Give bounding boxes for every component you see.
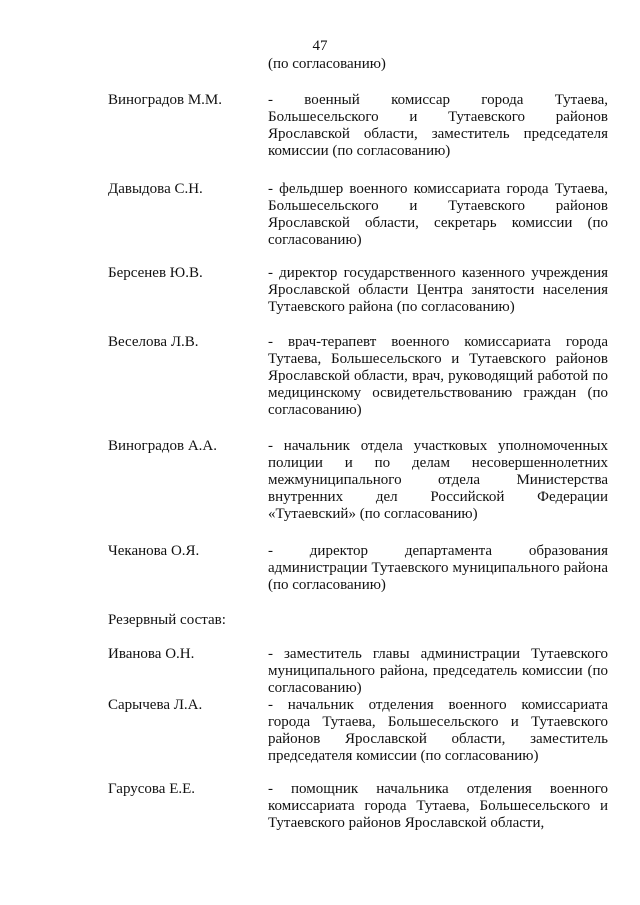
member-name: Давыдова С.Н. — [108, 181, 203, 197]
member-name: Виноградов М.М. — [108, 92, 223, 108]
member-description: - фельдшер военного комиссариата города Тутаева, Большесельского и Тутаевского районов Ярославской области, секретарь комиссии (по согласованию) — [268, 181, 608, 248]
member-description: - директор департамента образования администрации Тутаевского муниципального района (по согласованию) — [268, 543, 608, 593]
member-name: Гарусова Е.Е. — [108, 781, 196, 797]
member-name: Чеканова О.Я. — [108, 543, 200, 559]
member-description: - начальник отдела участковых уполномоченных полиции и по делам несовершеннолетних межмуниципального отдела Министерства внутренних дел Российской Федерации «Тутаевский» (по согласованию) — [268, 438, 608, 522]
member-description: - начальник отделения военного комиссариата города Тутаева, Большесельского и Тутаевского районов Ярославской области, заместитель председателя комиссии (по согласованию) — [268, 697, 608, 764]
member-description: - заместитель главы администрации Тутаевского муниципального района, председатель комиссии (по согласованию) — [268, 646, 608, 696]
member-description: - военный комиссар города Тутаева, Большесельского и Тутаевского районов Ярославской области, заместитель председателя комиссии (по согласованию) — [268, 92, 608, 159]
member-name: Сарычева Л.А. — [108, 697, 203, 713]
member-description: - врач-терапевт военного комиссариата города Тутаева, Большесельского и Тутаевского районов Ярославской области, врач, руководящий работой по медицинскому освидетельствованию граждан (по согласованию) — [268, 334, 608, 418]
member-description: - помощник начальника отделения военного комиссариата города Тутаева, Большесельского и Тутаевского районов Ярославской области, — [268, 781, 608, 831]
member-name: Веселова Л.В. — [108, 334, 199, 350]
member-name: Виноградов А.А. — [108, 438, 217, 454]
top-note: (по согласованию) — [268, 56, 386, 72]
member-name: Иванова О.Н. — [108, 646, 195, 662]
member-description: - директор государственного казенного учреждения Ярославской области Центра занятости населения Тутаевского района (по согласованию) — [268, 265, 608, 315]
page-number: 47 — [312, 38, 328, 54]
member-name: Берсенев Ю.В. — [108, 265, 203, 281]
reserve-section-title: Резервный состав: — [108, 612, 226, 628]
